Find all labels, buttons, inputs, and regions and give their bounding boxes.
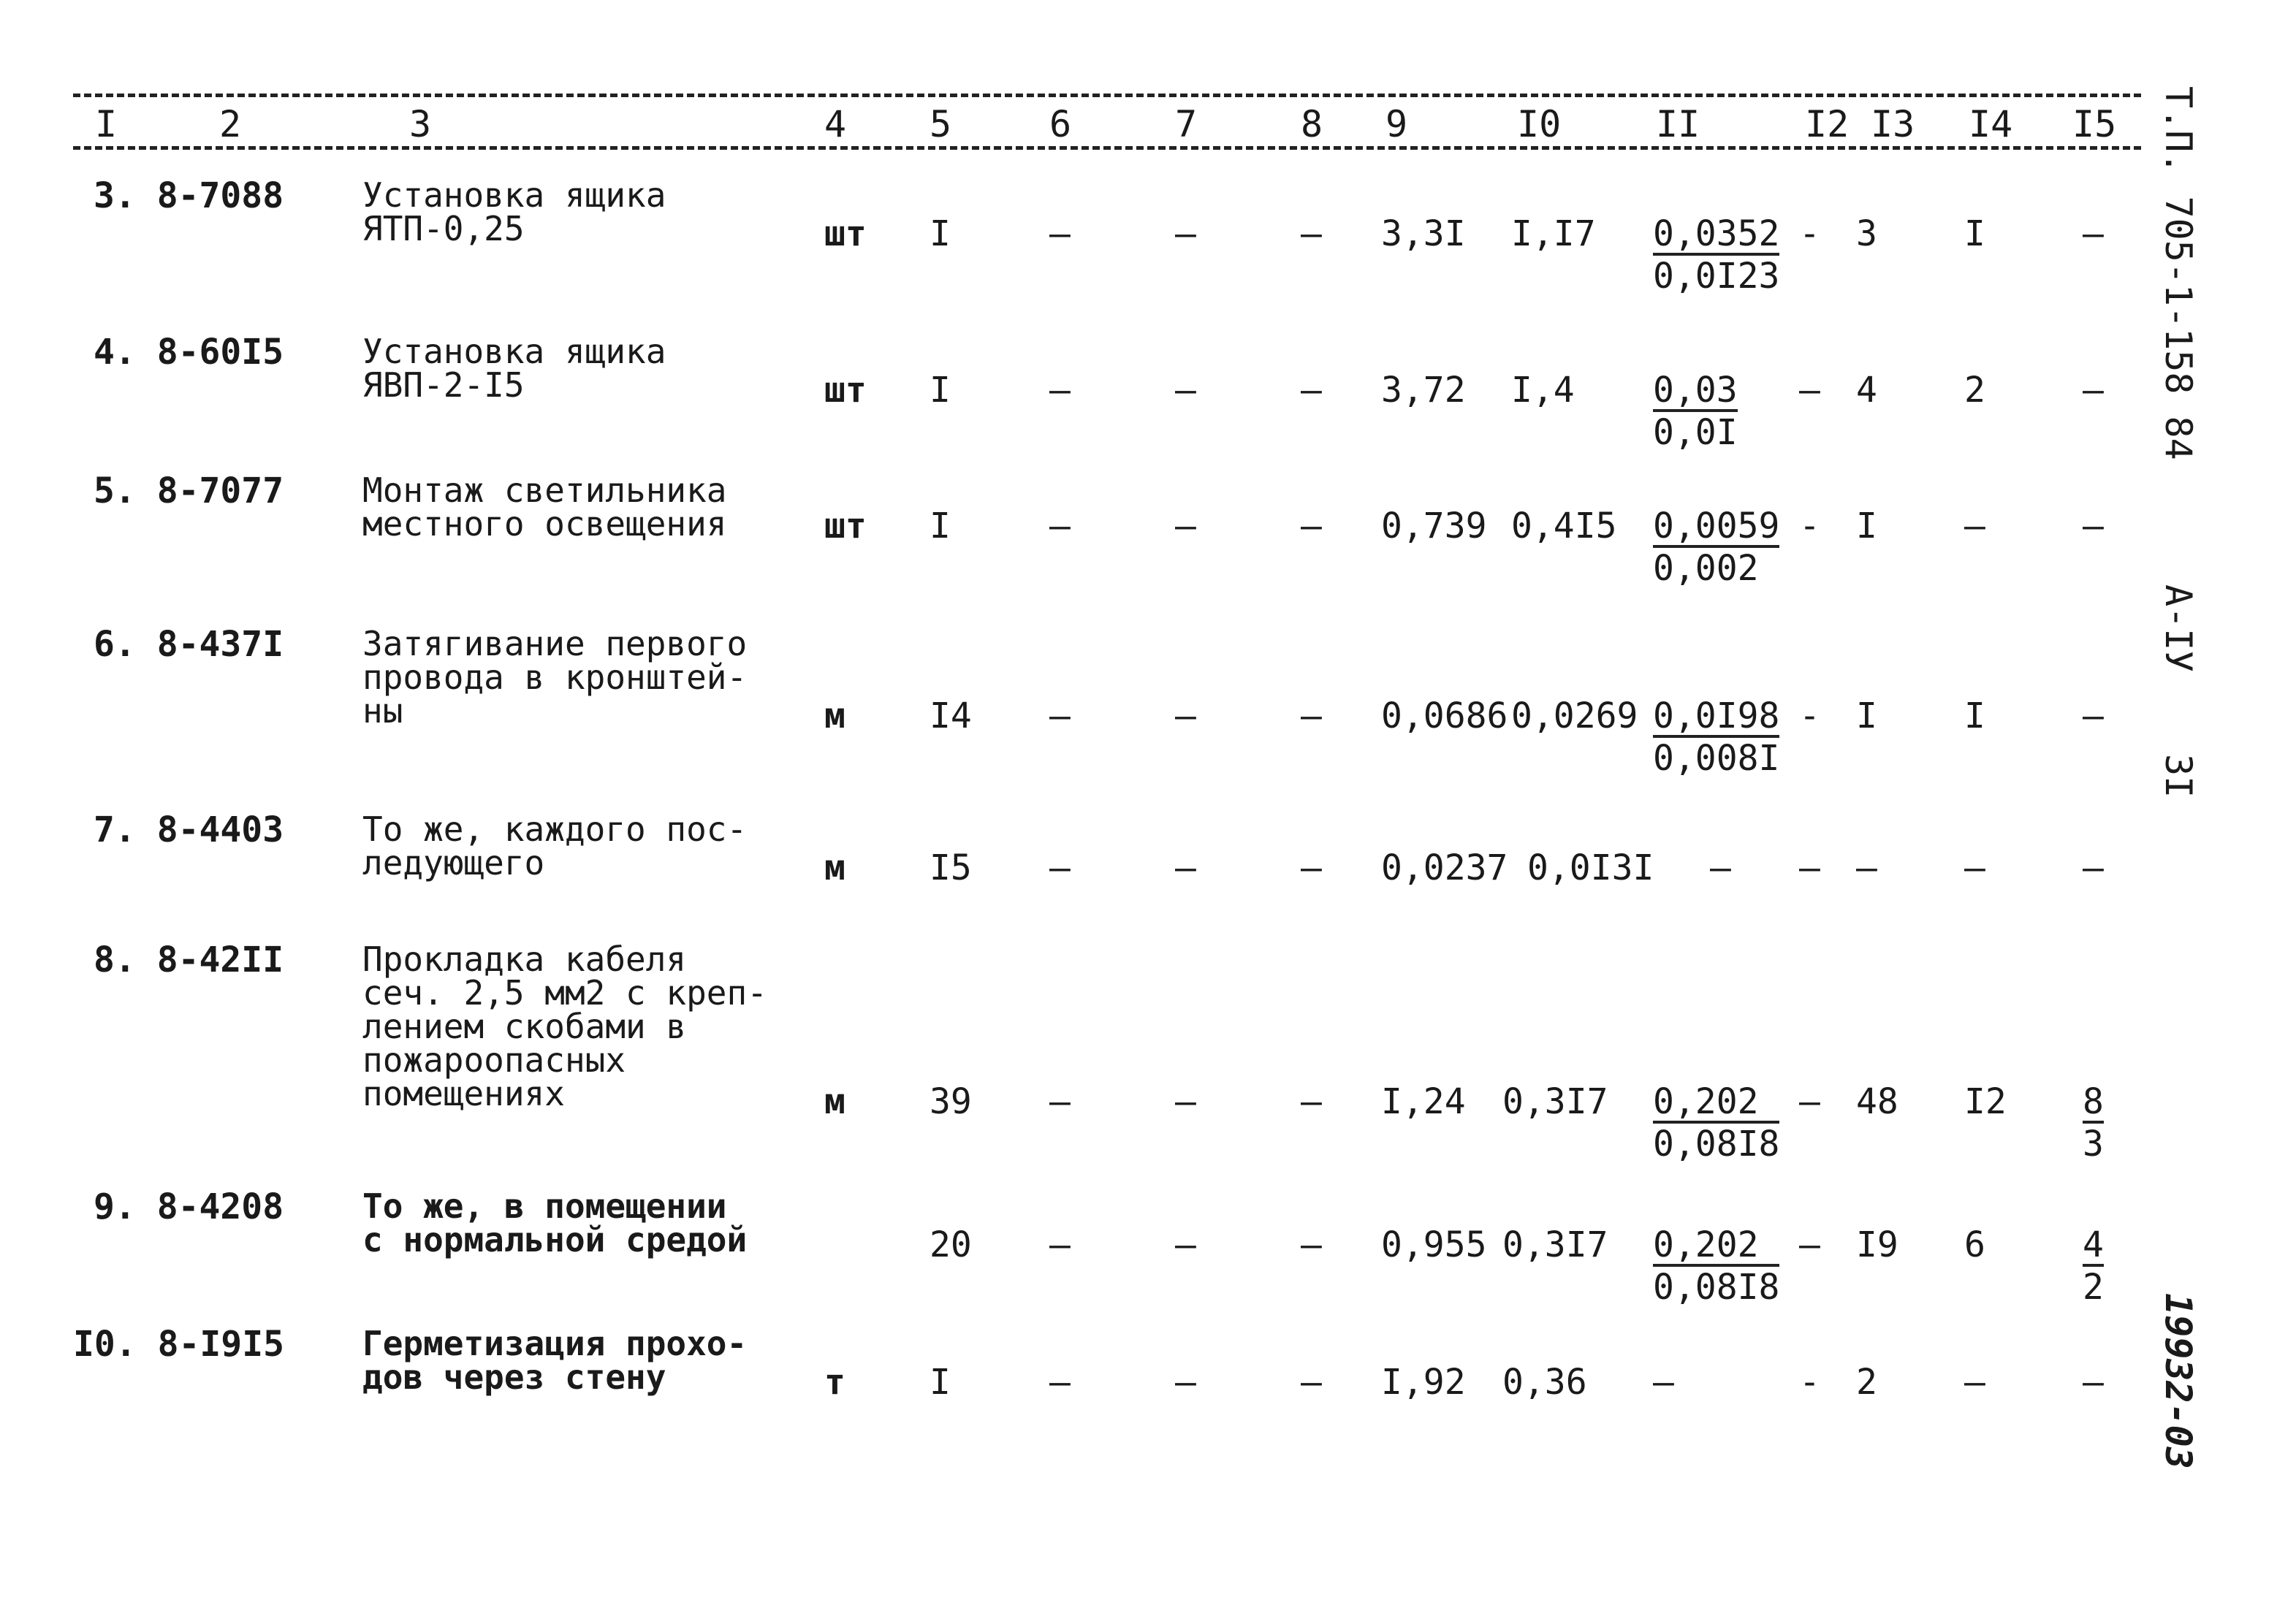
col6-cell: – <box>1049 506 1071 546</box>
item-description: Установка ящика ЯТП-0,25 <box>362 175 666 248</box>
unit-cell: шт <box>824 506 867 546</box>
inventory-number: 19932-03 <box>2157 1293 2200 1469</box>
fraction-denominator: 0,08I8 <box>1653 1267 1780 1308</box>
page-number: 3I <box>2157 754 2200 798</box>
col11-fraction <box>1653 1224 1780 1308</box>
item-description: То же, каждого пос- ледующего <box>362 809 748 883</box>
col11-cell: – <box>1710 847 1731 888</box>
header-top-rule <box>73 94 2141 97</box>
col12-cell: - <box>1799 695 1820 736</box>
unit-cell: т <box>824 1362 845 1403</box>
col-header-10: I0 <box>1517 103 1562 145</box>
col13-cell: I9 <box>1856 1224 1898 1265</box>
item-number: 3. 8-7088 <box>94 175 284 216</box>
col8-cell: – <box>1301 213 1322 254</box>
col6-cell: – <box>1049 1081 1071 1122</box>
col14-cell: I <box>1964 695 1985 736</box>
quantity-cell: 39 <box>930 1081 972 1122</box>
item-description: Монтаж светильника местного освещения <box>362 470 727 544</box>
quantity-cell: I <box>930 1362 951 1403</box>
item-description: Установка ящика ЯВП-2-I5 <box>362 332 666 405</box>
item-number: 8. 8-42II <box>94 939 284 980</box>
col13-cell: 48 <box>1856 1081 1898 1122</box>
col14-cell: – <box>1964 506 1985 546</box>
unit-cell: шт <box>824 370 867 411</box>
quantity-cell: I <box>930 213 951 254</box>
col14-cell: – <box>1964 847 1985 888</box>
col10-cell: 0,3I7 <box>1502 1081 1608 1122</box>
fraction-numerator: 0,0I98 <box>1653 695 1780 736</box>
col6-cell: – <box>1049 695 1071 736</box>
quantity-cell: I4 <box>930 695 972 736</box>
col11-cell: – <box>1653 1362 1674 1403</box>
col9-cell: 0,955 <box>1381 1224 1487 1265</box>
col9-cell: I,92 <box>1381 1362 1466 1403</box>
item-number: 7. 8-4403 <box>94 809 284 850</box>
col7-cell: – <box>1175 370 1196 411</box>
col9-cell: 0,739 <box>1381 506 1487 546</box>
fraction-denominator: 0,0I <box>1653 412 1738 453</box>
col9-cell: 0,0237 <box>1381 847 1508 888</box>
quantity-cell: I <box>930 506 951 546</box>
col13-cell: 2 <box>1856 1362 1877 1403</box>
col8-cell: – <box>1301 370 1322 411</box>
fraction-denominator: 0,0I23 <box>1653 256 1780 297</box>
col13-cell: I <box>1856 506 1877 546</box>
col13-cell: – <box>1856 847 1877 888</box>
col-header-4: 4 <box>824 103 847 145</box>
col15-fraction <box>2083 1081 2104 1165</box>
unit-cell: м <box>824 695 845 736</box>
col12-cell: - <box>1799 506 1820 546</box>
col6-cell: – <box>1049 370 1071 411</box>
col15-cell: – <box>2083 370 2104 411</box>
col11-fraction <box>1653 506 1780 589</box>
col-header-12: I2 <box>1805 103 1850 145</box>
col8-cell: – <box>1301 1362 1322 1403</box>
col6-cell: – <box>1049 1362 1071 1403</box>
col-header-8: 8 <box>1301 103 1323 145</box>
col6-cell: – <box>1049 847 1071 888</box>
col7-cell: – <box>1175 695 1196 736</box>
col11-fraction <box>1653 213 1780 297</box>
col10-cell: I,4 <box>1511 370 1575 411</box>
fraction-denominator: 3 <box>2083 1124 2104 1165</box>
col13-cell: 4 <box>1856 370 1877 411</box>
col7-cell: – <box>1175 1362 1196 1403</box>
col11-fraction <box>1653 695 1780 779</box>
col11-fraction <box>1653 1081 1780 1165</box>
col15-fraction <box>2083 1224 2104 1308</box>
fraction-denominator: 0,002 <box>1653 548 1759 589</box>
col-header-3: 3 <box>409 103 432 145</box>
col-header-1: I <box>95 103 118 145</box>
col8-cell: – <box>1301 1224 1322 1265</box>
col8-cell: – <box>1301 1081 1322 1122</box>
item-description: Прокладка кабеля сеч. 2,5 мм2 с креп- лением скобами в пожароопасных помещениях <box>362 939 767 1113</box>
col12-cell: – <box>1799 370 1820 411</box>
col12-cell: – <box>1799 1081 1820 1122</box>
fraction-denominator: 0,008I <box>1653 738 1780 779</box>
col10-cell: 0,4I5 <box>1511 506 1617 546</box>
col15-cell: – <box>2083 1362 2104 1403</box>
col11-fraction <box>1653 370 1738 453</box>
item-number: 5. 8-7077 <box>94 470 284 511</box>
item-number: I0. 8-I9I5 <box>73 1324 284 1365</box>
fraction-numerator: 0,0352 <box>1653 213 1780 254</box>
col-header-15: I5 <box>2072 103 2117 145</box>
col8-cell: – <box>1301 847 1322 888</box>
col12-cell: – <box>1799 847 1820 888</box>
header-bottom-rule <box>73 146 2141 150</box>
col6-cell: – <box>1049 213 1071 254</box>
col7-cell: – <box>1175 1224 1196 1265</box>
fraction-numerator: 0,202 <box>1653 1227 1779 1267</box>
col7-cell: – <box>1175 1081 1196 1122</box>
col6-cell: – <box>1049 1224 1071 1265</box>
col-header-11: II <box>1656 103 1700 145</box>
fraction-denominator: 2 <box>2083 1267 2104 1308</box>
col9-cell: I,24 <box>1381 1081 1466 1122</box>
col-header-5: 5 <box>930 103 952 145</box>
album-number: А-IУ <box>2157 584 2200 673</box>
col15-cell: – <box>2083 847 2104 888</box>
col14-cell: 2 <box>1964 370 1985 411</box>
col14-cell: I <box>1964 213 1985 254</box>
col8-cell: – <box>1301 695 1322 736</box>
fraction-numerator: 4 <box>2083 1224 2104 1265</box>
col14-cell: I2 <box>1964 1081 2007 1122</box>
col12-cell: – <box>1799 1224 1820 1265</box>
col9-cell: 0,0686 <box>1381 695 1508 736</box>
col15-cell: – <box>2083 506 2104 546</box>
fraction-numerator: 0,0059 <box>1653 506 1780 546</box>
col-header-14: I4 <box>1969 103 2013 145</box>
col10-cell: I,I7 <box>1511 213 1596 254</box>
col7-cell: – <box>1175 213 1196 254</box>
quantity-cell: I <box>930 370 951 411</box>
item-number: 4. 8-60I5 <box>94 332 284 373</box>
unit-cell: м <box>824 1081 845 1122</box>
item-number: 6. 8-437I <box>94 624 284 665</box>
col7-cell: – <box>1175 506 1196 546</box>
document-code: Т.П. 705-1-158 84 <box>2157 86 2200 460</box>
quantity-cell: 20 <box>930 1224 972 1265</box>
fraction-numerator: 0,202 <box>1653 1084 1779 1124</box>
col14-cell: – <box>1964 1362 1985 1403</box>
col8-cell: – <box>1301 506 1322 546</box>
fraction-numerator: 8 <box>2083 1081 2104 1122</box>
col15-cell: – <box>2083 695 2104 736</box>
col-header-2: 2 <box>219 103 242 145</box>
col13-cell: I <box>1856 695 1877 736</box>
quantity-cell: I5 <box>930 847 972 888</box>
fraction-numerator: 0,03 <box>1653 370 1738 411</box>
col10-cell: 0,3I7 <box>1502 1224 1608 1265</box>
col15-cell: – <box>2083 213 2104 254</box>
item-description: То же, в помещении с нормальной средой <box>362 1186 748 1259</box>
col-header-7: 7 <box>1175 103 1198 145</box>
col9-cell: 3,72 <box>1381 370 1466 411</box>
item-description: Герметизация прохо- дов через стену <box>362 1324 748 1397</box>
col12-cell: - <box>1799 213 1820 254</box>
col13-cell: 3 <box>1856 213 1877 254</box>
col-header-13: I3 <box>1871 103 1915 145</box>
col12-cell: - <box>1799 1362 1820 1403</box>
col9-cell: 3,3I <box>1381 213 1466 254</box>
col14-cell: 6 <box>1964 1224 1985 1265</box>
col-header-9: 9 <box>1385 103 1408 145</box>
col10-cell: 0,0I3I <box>1527 847 1654 888</box>
unit-cell: м <box>824 847 845 888</box>
col-header-6: 6 <box>1049 103 1072 145</box>
item-number: 9. 8-4208 <box>94 1186 284 1227</box>
col7-cell: – <box>1175 847 1196 888</box>
fraction-denominator: 0,08I8 <box>1653 1124 1780 1165</box>
col10-cell: 0,36 <box>1502 1362 1587 1403</box>
col10-cell: 0,0269 <box>1511 695 1638 736</box>
item-description: Затягивание первого провода в кронштей- ны <box>362 624 748 731</box>
unit-cell: шт <box>824 213 867 254</box>
